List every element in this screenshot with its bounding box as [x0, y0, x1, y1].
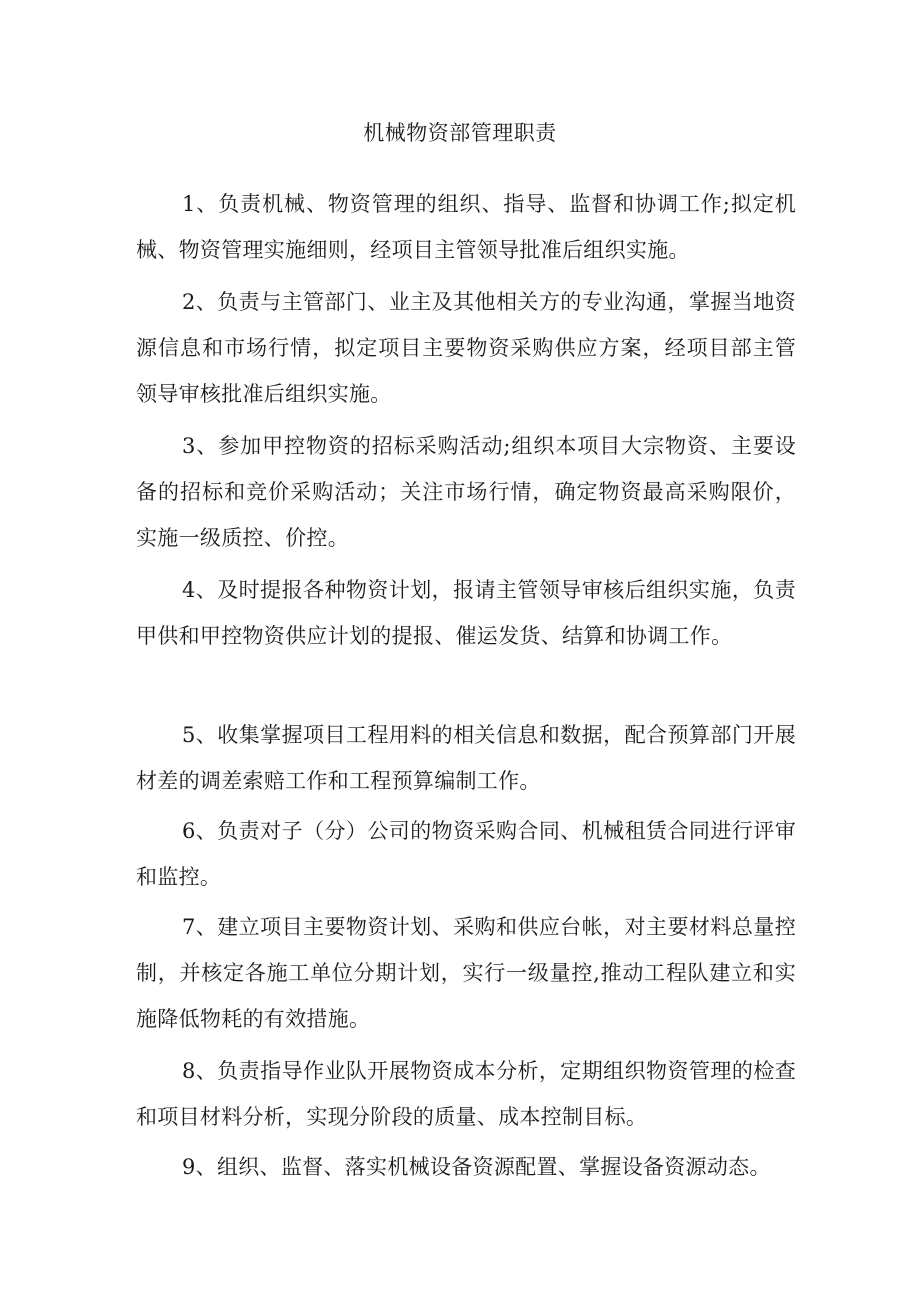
duty-paragraph-1: 1、负责机械、物资管理的组织、指导、监督和协调工作;拟定机械、物资管理实施细则，经项目主管领导批准后组织实施。	[136, 192, 796, 262]
duty-paragraph-8: 8、负责指导作业队开展物资成本分析，定期组织物资管理的检查和项目材料分析，实现分阶段的质量、成本控制目标。	[136, 1059, 796, 1129]
duty-paragraph-9: 9、组织、监督、落实机械设备资源配置、掌握设备资源动态。	[182, 1155, 771, 1179]
duty-paragraph-7: 7、建立项目主要物资计划、采购和供应台帐，对主要材料总量控制，并核定各施工单位分期计划，实行一级量控,推动工程队建立和实施降低物耗的有效措施。	[136, 915, 796, 1031]
duty-paragraph-2: 2、负责与主管部门、业主及其他相关方的专业沟通，掌握当地资源信息和市场行情，拟定项目主要物资采购供应方案，经项目部主管领导审核批准后组织实施。	[136, 290, 796, 406]
page-title: 机械物资部管理职责	[363, 121, 557, 145]
duty-paragraph-6: 6、负责对子（分）公司的物资采购合同、机械租赁合同进行评审和监控。	[136, 819, 796, 889]
duty-paragraph-5: 5、收集掌握项目工程用料的相关信息和数据，配合预算部门开展材差的调差索赔工作和工程预算编制工作。	[136, 723, 796, 793]
duty-paragraph-3: 3、参加甲控物资的招标采购活动;组织本项目大宗物资、主要设备的招标和竞价采购活动；关注市场行情，确定物资最高采购限价，实施一级质控、价控。	[136, 434, 796, 550]
duty-paragraph-4: 4、及时提报各种物资计划，报请主管领导审核后组织实施，负责甲供和甲控物资供应计划的提报、催运发货、结算和协调工作。	[136, 578, 796, 648]
